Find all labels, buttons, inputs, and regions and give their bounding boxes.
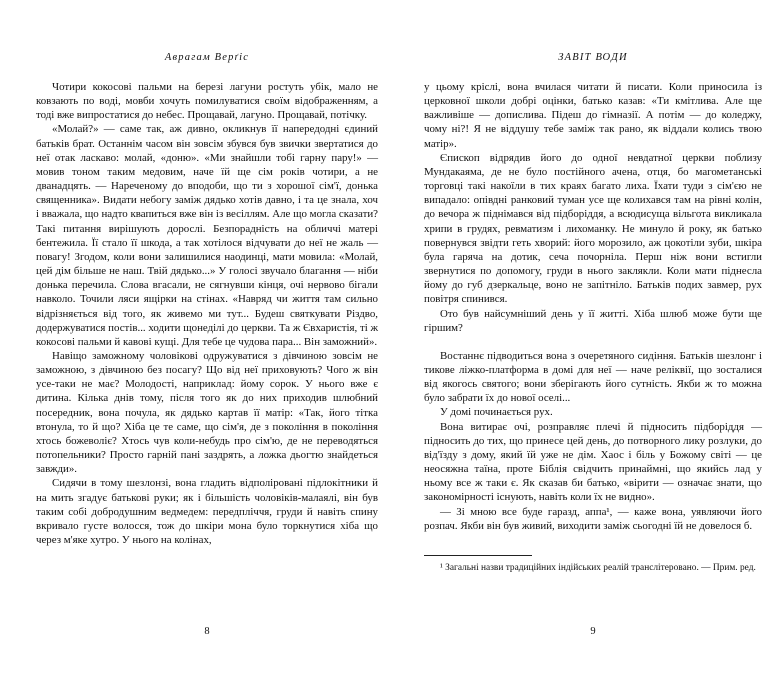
right-page: [424, 0, 762, 694]
right-running-header: ЗАВІТ ВОДИ: [558, 52, 628, 63]
left-running-header: Аврагам Верґіс: [164, 52, 250, 63]
left-paragraph-4: Сидячи в тому шезлонзі, вона гладить відполіровані підлокітники й на мить згадує батькові руки; як і більшість чоловіків-малаялі, він був таким собі добродушним ведмедем: передпліччя, груди й навіть спину вкривало густе волосся, тож до шкіри мона було торкнутися хіба що через м'яке хутро. У нього на колінах,: [36, 477, 378, 546]
right-paragraph-3: Ото був найсумніший день у її житті. Хіба шлюб може бути ще гіршим?: [424, 307, 762, 334]
left-page: [36, 0, 378, 694]
right-paragraph-1: у цьому кріслі, вона вчилася читати й писати. Коли приносила із церковної школи добрі оцінки, батько казав: «Ти кмітлива. Але ще важливіше — допислива. Підеш до гімназії. А потім — до коледжу, чому ні?! Я не віддушу тебе заміж так рано, як віддали колись твою матір».: [424, 81, 762, 150]
right-paragraph-6: Вона витирає очі, розправляє плечі й підносить підборіддя — підносить до тих, що принесе цей день, до потворного лику розлуки, до від'їзду з дому, який їй уже не дім. Хаос і біль у Божому світі — це неосяжна таїна, проте Біблія свідчить принаймні, що якийсь лад у ньому все ж таки є. Як сказав би батько, «вірити — означає знати, що закономірності існують, навіть коли їх не видно».: [424, 420, 762, 504]
left-paragraph-1: Чотири кокосові пальми на березі лагуни ростуть убік, мало не ковзають по воді, мовби хочуть помилуватися своїм відображенням, а тоді вже випростатися до небес. Прощавай, лагуно. Прощавай, потічку.: [36, 81, 378, 122]
right-paragraph-2: Єпископ відрядив його до одної невдатної церкви поблизу Мундакаяма, де не було постійного ачена, отця, бо магометанські торговці такі накоїли в тих краях багато лиха. Їхати туди з сім'єю не випадало: опівдні ранковий туман усе ще колихався там на рівні колін, до вечора ж піднімався від підборіддя, а всюдисуща вільгота викликала хрипи в грудях, ревматизм і лихоманку. Не минуло й року, як батько повернувся звідти геть хворий: його морозило, аж цокотіли зуби, шкіра була гаряча на дотик, сеча почорніла. Перш ніж вони встигли звернутися по допомогу, груди в нього заклякли. Коли мати піднесла йому до губ дзеркальце, воно не запітніло. Батьків подих завмер, рух повітря спинився.: [424, 151, 762, 306]
footnote: ¹ Загальні назви традиційних індійських реалій транслітеровано. — Прим. ред.: [440, 562, 756, 573]
left-page-body: [36, 80, 378, 547]
left-page-number: 8: [204, 626, 210, 637]
footnote-divider: [424, 555, 532, 556]
right-paragraph-5: У домі починається рух.: [440, 406, 553, 419]
right-paragraph-7: — Зі мною все буде гаразд, аппа¹, — каже вона, уявляючи його розпач. Якби він був живий, виходити заміж сьогодні їй не довелося б.: [424, 505, 762, 532]
right-page-body: [424, 80, 762, 574]
right-paragraph-4: Востаннє підводиться вона з очеретяного сидіння. Батьків шезлонг і тикове ліжко-платформа в домі для неї — наче реліквії, що зосталися від якогось святого; вони зберігають його сутність. Якби ж то можна було забрати їх до нової оселі...: [424, 349, 762, 405]
right-page-number: 9: [590, 626, 596, 637]
left-paragraph-3: Навіщо заможному чоловікові одружуватися з дівчиною зовсім не заможною, з дівчиною без посагу? Що від неї приховують? Чого ж він усе-таки не має? Молодості, наприклад: йому сорок. У нього вже є дитина. Кілька днів тому, після того як до них приходив шлюбний посередник, вона почула, як дядько картав її матір: «Так, його тітка втонула, то й що? Хіба це те саме, що сім'я, де з покоління в покоління хтось божеволіє? Хтось чув коли-небудь про сім'ю, де не переводяться потопельники? Просто гарній пані заздрять, а ложка дьогтю знайдеться завжди».: [36, 349, 378, 476]
left-paragraph-2: «Молай?» — саме так, аж дивно, окликнув її напередодні єдиний батьків брат. Останнім часом він зовсім збувся був звички звертатися до неї отак ласкаво: молай, «доню». «Ми знайшли тобі гарну пару!» — мовив тоном таким медовим, наче їй ще сім років чотири, а не дванадцять. — Нареченому до вподоби, що ти з хорошої сім'ї, донька священника». Видати небогу заміж дядько хотів давно, і та це знала, хоч і вважала, що надто квапиться вже він із весіллям. Але що могла сказати? Такі питання вирішують дорослі. Безпорадність на обличчі матері бентежила. Її стало її шкода, а так хотілося відчувати до неї не жаль — повагу! Згодом, коли вони залишилися наодинці, мати мовила: «Молай, цей дім більше не наш. Твій дядько...» У голосі звучало благання — ніби донька перечила. Слова вгасали, не сягнувши кінця, очі нервово бігали навколо. Точили ляси ящірки на стінах. «Навряд чи життя там сильно відрізняється від того, як живемо ми тут... Будеш святкувати Різдво, додержуватися постів... ходити щонеділі до церкви. Та ж Євхаристія, ті ж кокосові пальми й кавові кущі. Для тебе це чудова пара... Він заможний».: [36, 123, 378, 348]
